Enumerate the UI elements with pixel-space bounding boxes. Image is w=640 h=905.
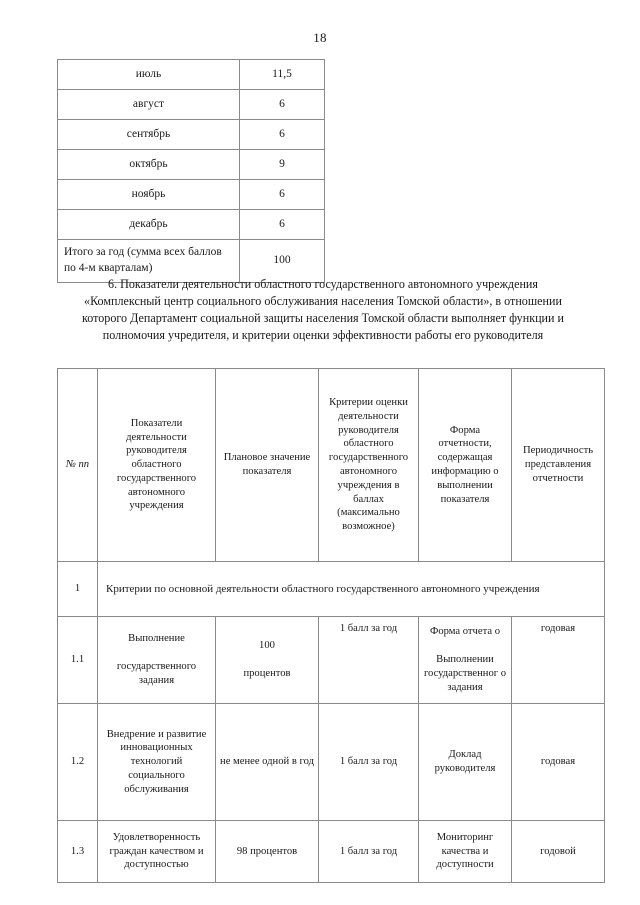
month-label: декабрь bbox=[58, 210, 240, 240]
row-indicator-line1: Выполнение bbox=[128, 633, 185, 645]
row-indicator bbox=[98, 617, 216, 704]
row-criteria: 1 балл за год bbox=[319, 821, 419, 883]
row-planned-line1: 100 bbox=[259, 640, 275, 652]
month-value: 6 bbox=[240, 180, 325, 210]
month-value: 6 bbox=[240, 210, 325, 240]
table-row bbox=[58, 821, 605, 883]
section-title: Критерии по основной деятельности областного государственного автономного учреждения bbox=[98, 562, 605, 617]
spacer bbox=[423, 639, 507, 653]
row-criteria: 1 балл за год bbox=[319, 704, 419, 821]
row-form: Доклад руководителя bbox=[419, 704, 512, 821]
column-header-periodicity: Периодичность представления отчетности bbox=[512, 369, 605, 562]
month-label: август bbox=[58, 90, 240, 120]
column-header-indicator: Показатели деятельности руководителя областного государственного автономного учреждения bbox=[98, 369, 216, 562]
row-criteria: 1 балл за год bbox=[319, 617, 419, 704]
table-row bbox=[58, 617, 605, 704]
month-label: ноябрь bbox=[58, 180, 240, 210]
row-form: Мониторинг качества и доступности bbox=[419, 821, 512, 883]
section-number: 6. bbox=[108, 277, 118, 291]
month-value: 9 bbox=[240, 150, 325, 180]
row-indicator: Удовлетворенность граждан качеством и доступностью bbox=[98, 821, 216, 883]
page-number: 18 bbox=[313, 30, 327, 45]
row-no: 1.3 bbox=[58, 821, 98, 883]
row-periodicity: годовой bbox=[512, 821, 605, 883]
column-header-planned: Плановое значение показателя bbox=[216, 369, 319, 562]
month-label: июль bbox=[58, 60, 240, 90]
table-row bbox=[58, 60, 325, 90]
table-row bbox=[58, 90, 325, 120]
month-value: 6 bbox=[240, 90, 325, 120]
row-planned: не менее одной в год bbox=[216, 704, 319, 821]
row-planned-line2: процентов bbox=[243, 668, 291, 679]
row-planned bbox=[216, 617, 319, 704]
section-no: 1 bbox=[58, 562, 98, 617]
section-heading-paragraph bbox=[78, 276, 568, 344]
table-row bbox=[58, 150, 325, 180]
table-row bbox=[58, 210, 325, 240]
month-label: сентябрь bbox=[58, 120, 240, 150]
month-value: 11,5 bbox=[240, 60, 325, 90]
row-form-line1: Форма отчета о bbox=[429, 626, 500, 638]
month-label: октябрь bbox=[58, 150, 240, 180]
spacer bbox=[220, 653, 314, 667]
row-no: 1.1 bbox=[58, 617, 98, 704]
table-row bbox=[58, 704, 605, 821]
row-no: 1.2 bbox=[58, 704, 98, 821]
row-indicator: Внедрение и развитие инновационных технологий социального обслуживания bbox=[98, 704, 216, 821]
indicators-table bbox=[57, 368, 605, 883]
row-planned: 98 процентов bbox=[216, 821, 319, 883]
row-periodicity: годовая bbox=[512, 704, 605, 821]
row-form-line2: Выполнении государственног о задания bbox=[423, 654, 507, 693]
month-value: 6 bbox=[240, 120, 325, 150]
column-header-criteria: Критерии оценки деятельности руководителя областного государственного автономного учреждения в баллах (максимально возможное) bbox=[319, 369, 419, 562]
spacer bbox=[102, 646, 211, 660]
row-form bbox=[419, 617, 512, 704]
section-text: Показатели деятельности областного государственного автономного учреждения «Комплексный центр социального обслуживания населения Томской области», в отношении которого Департамент социальной защиты населения Томской области выполняет функции и полномочия учредителя, и критерии оценки эффективности работы его руководителя bbox=[81, 277, 564, 342]
row-periodicity: годовая bbox=[512, 617, 605, 704]
monthly-scores-table bbox=[57, 59, 325, 283]
row-indicator-line2: государственного задания bbox=[116, 661, 197, 686]
table-section-row bbox=[58, 562, 605, 617]
column-header-form: Форма отчетности, содержащая информацию о выполнении показателя bbox=[419, 369, 512, 562]
table-row bbox=[58, 120, 325, 150]
table-row bbox=[58, 180, 325, 210]
total-label: Итого за год (сумма всех баллов по 4-м кварталам) bbox=[58, 240, 240, 283]
total-value: 100 bbox=[240, 240, 325, 283]
column-header-no: № пп bbox=[58, 369, 98, 562]
table-header-row bbox=[58, 369, 605, 562]
